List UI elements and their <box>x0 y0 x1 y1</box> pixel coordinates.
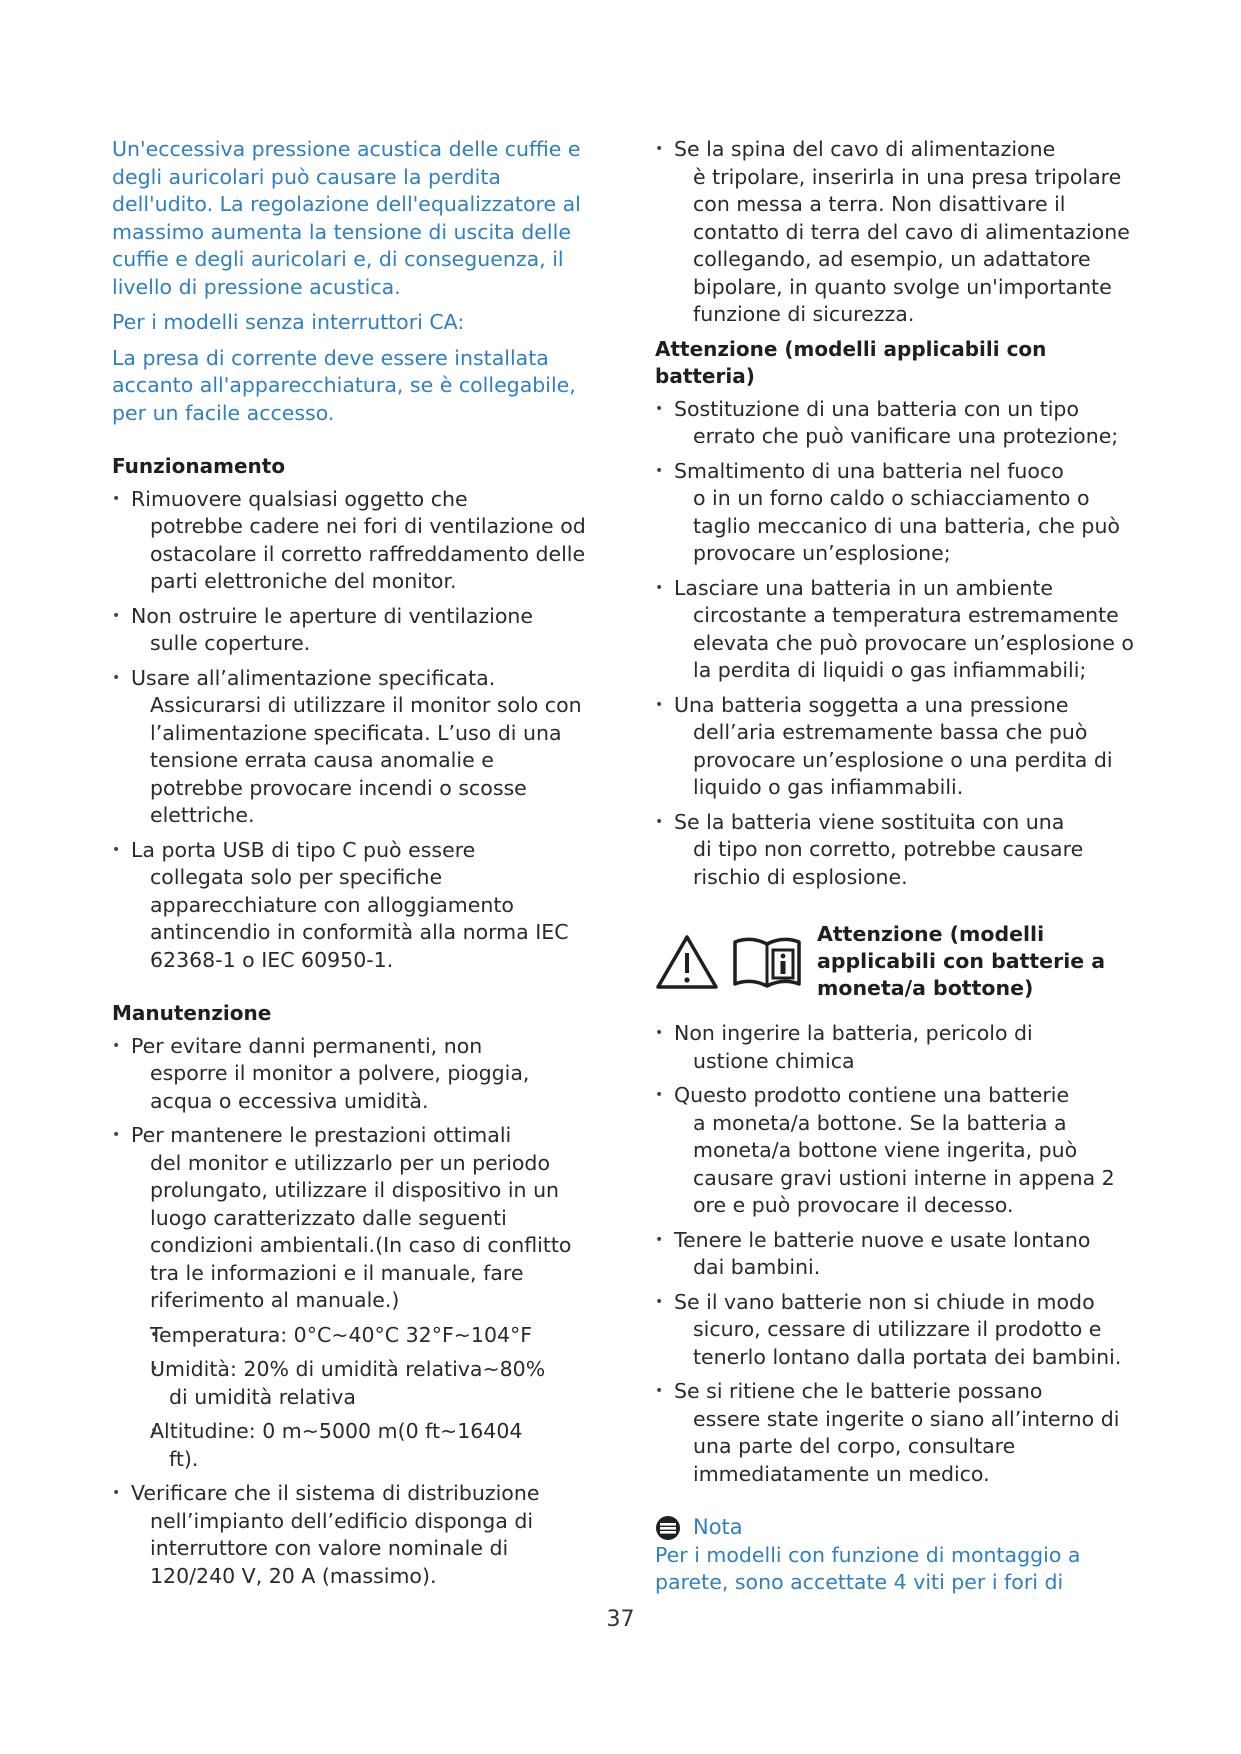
list-item: • Smaltimento di una batteria nel fuoco o in un forno caldo o schiacciamento o taglio meccanico di una batteria, che può provocare un’esplosione; <box>655 458 1143 568</box>
note-text: Per i modelli con funzione di montaggio a parete, sono accettate 4 viti per i fori di <box>655 1542 1081 1594</box>
note-icon <box>655 1515 681 1541</box>
list-item: • Se la batteria viene sostituita con una di tipo non corretto, potrebbe causare rischio di esplosione. <box>655 809 1143 892</box>
list-item: • La porta USB di tipo C può essere collegata solo per specifiche apparecchiature con alloggiamento antincendio in conformità alla norma IEC 62368-1 o IEC 60950-1. <box>112 837 590 975</box>
manutenzione-list <box>112 1033 590 1315</box>
right-column <box>655 136 1143 1597</box>
warning-icons <box>655 933 803 991</box>
coin-battery-warning-box <box>655 921 1143 1002</box>
list-item: • Se la spina del cavo di alimentazione è tripolare, inserirla in una presa tripolare con messa a terra. Non disattivare il contatto di terra del cavo di alimentazione collegando, ad esempio, un adattatore bipolare, in quanto svolge un'importante funzione di sicurezza. <box>655 136 1143 329</box>
list-item: • Rimuovere qualsiasi oggetto che potrebbe cadere nei fori di ventilazione od ostacolare il corretto raffreddamento delle parti elettroniche del monitor. <box>112 486 590 596</box>
note-label: Nota <box>693 1515 743 1539</box>
list-item: • Per mantenere le prestazioni ottimali del monitor e utilizzarlo per un periodo prolungato, utilizzare il dispositivo in un luogo caratterizzato dalle seguenti condizioni ambientali.(In caso di conflitto tra le informazioni e il manuale, fare riferimento al manuale.) <box>112 1122 590 1315</box>
power-plug-list <box>655 136 1143 329</box>
list-item: • Sostituzione di una batteria con un tipo errato che può vanificare una protezione; <box>655 396 1143 451</box>
list-item: • Altitudine: 0 m~5000 m(0 ft~16404 ft). <box>112 1418 590 1473</box>
list-item: • Lasciare una batteria in un ambiente circostante a temperatura estremamente elevata che può provocare un’esplosione o la perdita di liquidi o gas infiammabili; <box>655 575 1143 685</box>
heading-funzionamento: Funzionamento <box>112 454 286 478</box>
ac-switch-note: Per i modelli senza interruttori CA: <box>112 310 465 334</box>
list-item: • Se si ritiene che le batterie possano essere state ingerite o siano all’interno di una parte del corpo, consultare immediatamente un medico. <box>655 1378 1143 1488</box>
list-item: • Usare all’alimentazione specificata. Assicurarsi di utilizzare il monitor solo con l’alimentazione specificata. L’uso di una tensione errata causa anomalie e potrebbe provocare incendi o scosse elettriche. <box>112 665 590 830</box>
coin-battery-warning-title: Attenzione (modelli applicabili con batterie a moneta/a bottone) <box>817 922 1106 1000</box>
list-item: • Temperatura: 0°C~40°C 32°F~104°F <box>112 1322 590 1350</box>
manutenzione-list-continued <box>112 1480 590 1590</box>
list-item: • Umidità: 20% di umidità relativa~80% di umidità relativa <box>112 1356 590 1411</box>
list-item: • Non ingerire la batteria, pericolo di ustione chimica <box>655 1020 1143 1075</box>
list-item: • Se il vano batterie non si chiude in modo sicuro, cessare di utilizzare il prodotto e tenerlo lontano dalla portata dei bambini. <box>655 1289 1143 1372</box>
coin-battery-list <box>655 1020 1143 1488</box>
battery-warning-list <box>655 396 1143 892</box>
manual-info-icon <box>731 934 803 990</box>
warning-triangle-icon <box>655 933 719 991</box>
funzionamento-list <box>112 486 590 975</box>
hearing-warning: Un'eccessiva pressione acustica delle cuffie e degli auricolari può causare la perdita dell'udito. La regolazione dell'equalizzatore al massimo aumenta la tensione di uscita delle cuffie e degli auricolari e, di conseguenza, il livello di pressione acustica. <box>112 137 581 299</box>
page-number: 37 <box>606 1607 635 1632</box>
note-heading <box>655 1514 1143 1542</box>
heading-manutenzione: Manutenzione <box>112 1001 272 1025</box>
environment-conditions-list <box>112 1322 590 1474</box>
list-item: • Per evitare danni permanenti, non esporre il monitor a polvere, pioggia, acqua o eccessiva umidità. <box>112 1033 590 1116</box>
list-item: • Tenere le batterie nuove e usate lontano dai bambini. <box>655 1227 1143 1282</box>
left-column <box>112 136 590 1597</box>
list-item: • Non ostruire le aperture di ventilazione sulle coperture. <box>112 603 590 658</box>
list-item: • Una batteria soggetta a una pressione dell’aria estremamente bassa che può provocare un’esplosione o una perdita di liquido o gas infiammabili. <box>655 692 1143 802</box>
heading-battery-warning: Attenzione (modelli applicabili con batteria) <box>655 336 1047 388</box>
list-item: • Verificare che il sistema di distribuzione nell’impianto dell’edificio disponga di interruttore con valore nominale di 120/240 V, 20 A (massimo). <box>112 1480 590 1590</box>
socket-note: La presa di corrente deve essere installata accanto all'apparecchiatura, se è collegabile, per un facile accesso. <box>112 345 576 425</box>
list-item: • Questo prodotto contiene una batterie a moneta/a bottone. Se la batteria a moneta/a bottone viene ingerita, può causare gravi ustioni interne in appena 2 ore e può provocare il decesso. <box>655 1082 1143 1220</box>
